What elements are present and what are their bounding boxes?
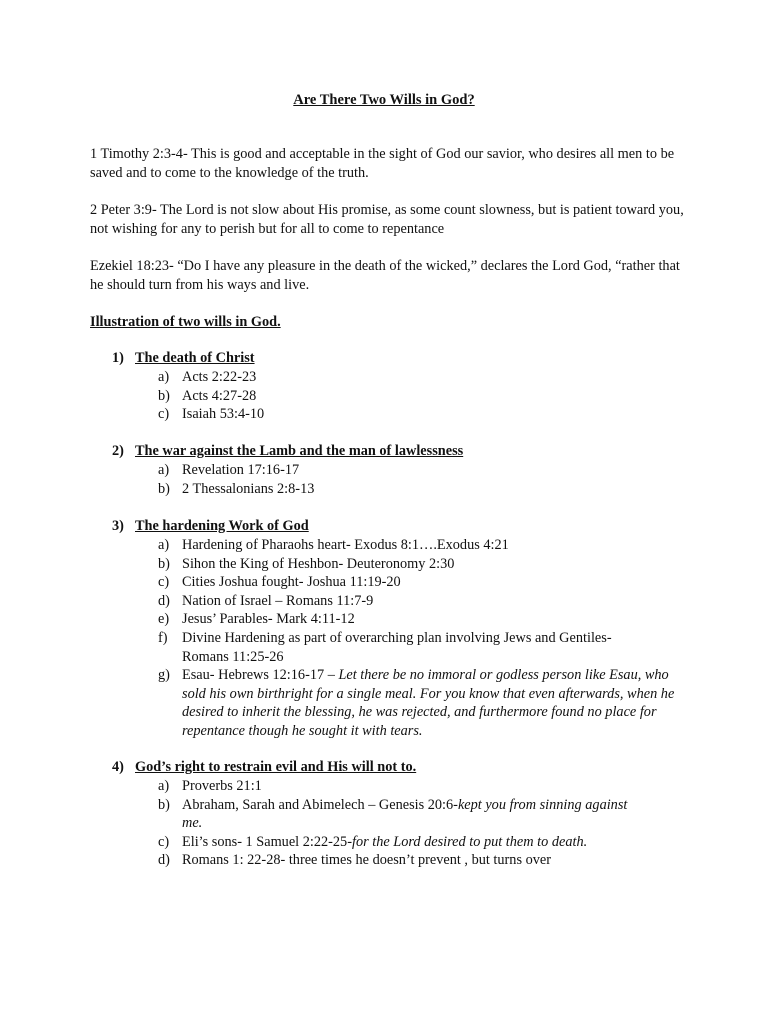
item-text: Isaiah 53:4-10 <box>182 406 265 423</box>
item-reference: Eli’s sons- 1 Samuel 2:22-25- <box>182 833 352 850</box>
item-letter: c) <box>158 574 170 591</box>
item-reference: Abraham, Sarah and Abimelech – Genesis 20:6- <box>182 796 458 813</box>
item-text: Acts 2:22-23 <box>182 369 257 385</box>
item-text: Cities Joshua fought- Joshua 11:19-20 <box>182 574 401 591</box>
item-text: Nation of Israel – Romans 11:7-9 <box>182 592 374 609</box>
section-title: God’s right to restrain evil and His will not to. <box>135 759 417 775</box>
section-title: The war against the Lamb and the man of lawlessness <box>135 443 464 459</box>
item-quote: for the Lord desired to put them to death. <box>351 833 588 850</box>
section-title: The death of Christ <box>135 350 255 366</box>
item-text <box>182 666 692 740</box>
item-text: Romans 1: 22-28- three times he doesn’t prevent , but turns over <box>182 852 551 869</box>
verse-2-peter: 2 Peter 3:9- The Lord is not slow about His promise, as some count slowness, but is patient toward you, not wishing for any to perish but for all to come to repentance <box>90 202 684 237</box>
section-hardening-work <box>112 517 692 741</box>
item-quote: kept you from sinning against me. <box>182 796 628 832</box>
list-item <box>112 666 692 740</box>
item-text: Hardening of Pharaohs heart- Exodus 8:1….Exodus 4:21 <box>182 537 509 553</box>
section-war-against-lamb <box>112 442 692 498</box>
list-item <box>112 387 692 406</box>
section-number: 2) <box>112 443 124 459</box>
verse-ezekiel: Ezekiel 18:23- “Do I have any pleasure in the death of the wicked,” declares the Lord God, “rather that he should turn from his ways and live. <box>90 258 680 293</box>
list-item <box>112 610 692 629</box>
illustration-heading: Illustration of two wills in God. <box>90 314 281 330</box>
list-item <box>112 777 692 796</box>
list-item <box>112 480 692 499</box>
list-item <box>112 536 692 555</box>
list-item <box>112 555 692 574</box>
section-number: 3) <box>112 518 124 534</box>
item-letter: b) <box>158 480 170 497</box>
item-letter: a) <box>158 369 170 385</box>
item-text <box>182 833 692 852</box>
list-item <box>112 405 692 424</box>
item-letter: c) <box>158 406 170 423</box>
list-item <box>112 461 692 480</box>
item-text <box>182 796 692 833</box>
item-letter: d) <box>158 852 170 869</box>
item-letter: f) <box>158 629 168 646</box>
list-item <box>112 833 692 852</box>
section-number: 1) <box>112 350 124 366</box>
item-letter: d) <box>158 592 170 609</box>
item-text: Revelation 17:16-17 <box>182 462 300 478</box>
item-letter: a) <box>158 778 170 794</box>
item-text: Divine Hardening as part of overarching plan involving Jews and Gentiles- Romans 11:25-26 <box>182 629 612 665</box>
item-text: Acts 4:27-28 <box>182 387 257 404</box>
item-letter: b) <box>158 555 170 572</box>
list-item <box>112 573 692 592</box>
item-letter: e) <box>158 611 170 628</box>
item-letter: c) <box>158 833 170 850</box>
section-title: The hardening Work of God <box>135 518 309 534</box>
list-item <box>112 796 692 833</box>
item-letter: a) <box>158 462 170 478</box>
item-text: Proverbs 21:1 <box>182 778 262 794</box>
section-death-of-christ <box>112 349 692 424</box>
item-reference: Esau- Hebrews 12:16-17 – <box>182 667 339 684</box>
list-item <box>112 851 692 870</box>
item-letter: g) <box>158 667 170 684</box>
section-number: 4) <box>112 759 124 775</box>
item-text: 2 Thessalonians 2:8-13 <box>182 480 315 497</box>
item-quote: Let there be no immoral or godless person like Esau, who sold his own birthright for a single meal. For you know that even afterwards, when he desired to inherit the blessing, he was rejected, and furthermore found no place for repentance though he sought it with tears. <box>182 667 675 739</box>
item-letter: b) <box>158 796 170 813</box>
item-letter: b) <box>158 387 170 404</box>
verse-1-timothy: 1 Timothy 2:3-4- This is good and acceptable in the sight of God our savior, who desires all men to be saved and to come to the knowledge of the truth. <box>90 146 675 181</box>
list-item <box>112 629 692 666</box>
document-title: Are There Two Wills in God? <box>293 92 475 108</box>
item-letter: a) <box>158 537 170 553</box>
item-text: Jesus’ Parables- Mark 4:11-12 <box>182 611 355 628</box>
item-text: Sihon the King of Heshbon- Deuteronomy 2:30 <box>182 555 455 572</box>
list-item <box>112 368 692 387</box>
list-item <box>112 592 692 611</box>
section-restrain-evil <box>112 758 692 870</box>
